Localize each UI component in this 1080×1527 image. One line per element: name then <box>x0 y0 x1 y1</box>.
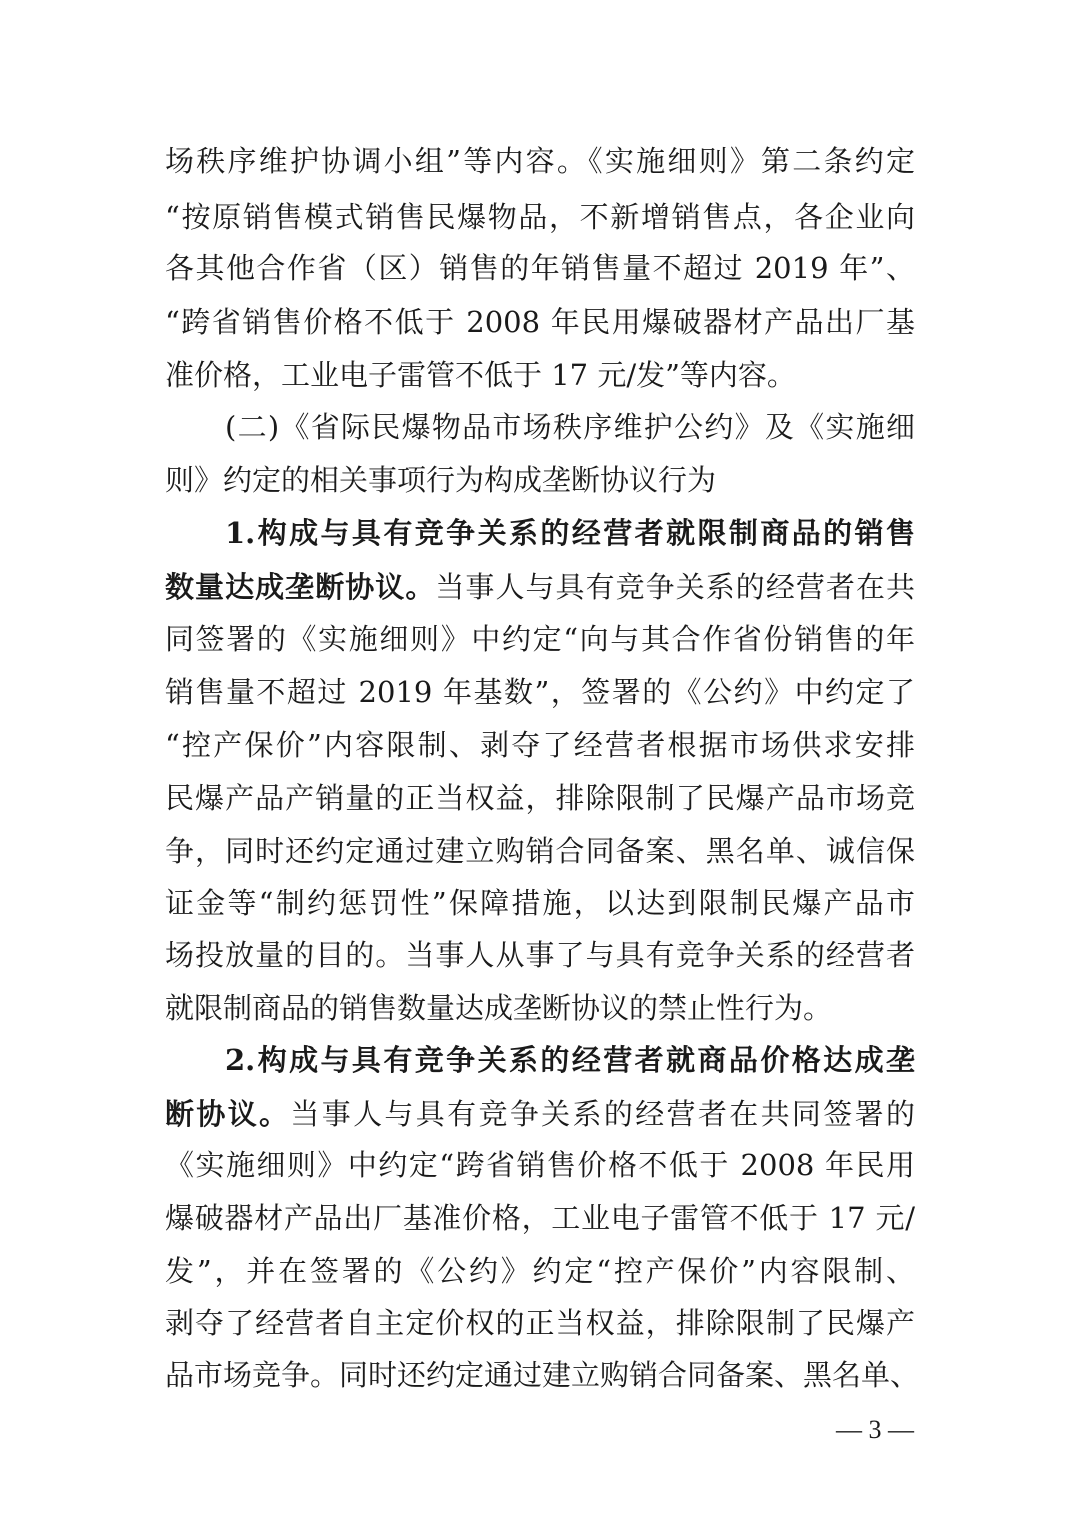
page-number: — 3 — <box>836 1415 914 1444</box>
body-line: 《实施细则》中约定“跨省销售价格不低于 2008 年民用 <box>165 1148 915 1182</box>
body-line: 民爆产品产销量的正当权益，排除限制了民爆产品市场竞 <box>165 781 915 815</box>
subsection-heading-tail: 断协议。 <box>165 1097 291 1131</box>
section-heading-line: 则》约定的相关事项行为构成垄断协议行为 <box>165 463 717 497</box>
body-line: 销售量不超过 2019 年基数”，签署的《公约》中约定了 <box>165 675 915 709</box>
subsection-heading-line: 1.构成与具有竞争关系的经营者就限制商品的销售 <box>225 516 915 550</box>
section-heading-line: (二)《省际民爆物品市场秩序维护公约》及《实施细 <box>225 410 915 444</box>
body-line: 各其他合作省（区）销售的年销售量不超过 2019 年”、 <box>165 251 915 285</box>
body-line: 场投放量的目的。当事人从事了与具有竞争关系的经营者 <box>165 938 915 972</box>
body-line: “按原销售模式销售民爆物品，不新增销售点，各企业向 <box>165 200 915 234</box>
body-line: 爆破器材产品出厂基准价格，工业电子雷管不低于 17 元/ <box>165 1201 915 1235</box>
body-line: 同签署的《实施细则》中约定“向与其合作省份销售的年 <box>165 622 915 656</box>
body-line: 准价格，工业电子雷管不低于 17 元/发”等内容。 <box>165 358 796 392</box>
body-line: 争，同时还约定通过建立购销合同备案、黑名单、诚信保 <box>165 834 915 868</box>
body-line: 就限制商品的销售数量达成垄断协议的禁止性行为。 <box>165 991 833 1025</box>
body-line: “控产保价”内容限制、剥夺了经营者根据市场供求安排 <box>165 728 915 762</box>
body-line: 发”，并在签署的《公约》约定“控产保价”内容限制、 <box>165 1254 915 1288</box>
body-line: “跨省销售价格不低于 2008 年民用爆破器材产品出厂基 <box>165 305 915 339</box>
body-text: 当事人与具有竞争关系的经营者在共 <box>435 570 915 604</box>
body-line: 品市场竞争。同时还约定通过建立购销合同备案、黑名单、 <box>165 1358 920 1392</box>
body-line <box>165 1089 915 1139</box>
subsection-heading-line: 2.构成与具有竞争关系的经营者就商品价格达成垄 <box>225 1043 915 1077</box>
subsection-heading-tail: 数量达成垄断协议。 <box>165 570 436 604</box>
body-text: 当事人与具有竞争关系的经营者在共同签署的 <box>290 1097 915 1131</box>
body-line: 剥夺了经营者自主定价权的正当权益，排除限制了民爆产 <box>165 1306 915 1340</box>
body-line <box>165 562 915 612</box>
body-line: 证金等“制约惩罚性”保障措施，以达到限制民爆产品市 <box>165 886 915 920</box>
body-line: 场秩序维护协调小组”等内容。《实施细则》第二条约定 <box>165 144 915 178</box>
